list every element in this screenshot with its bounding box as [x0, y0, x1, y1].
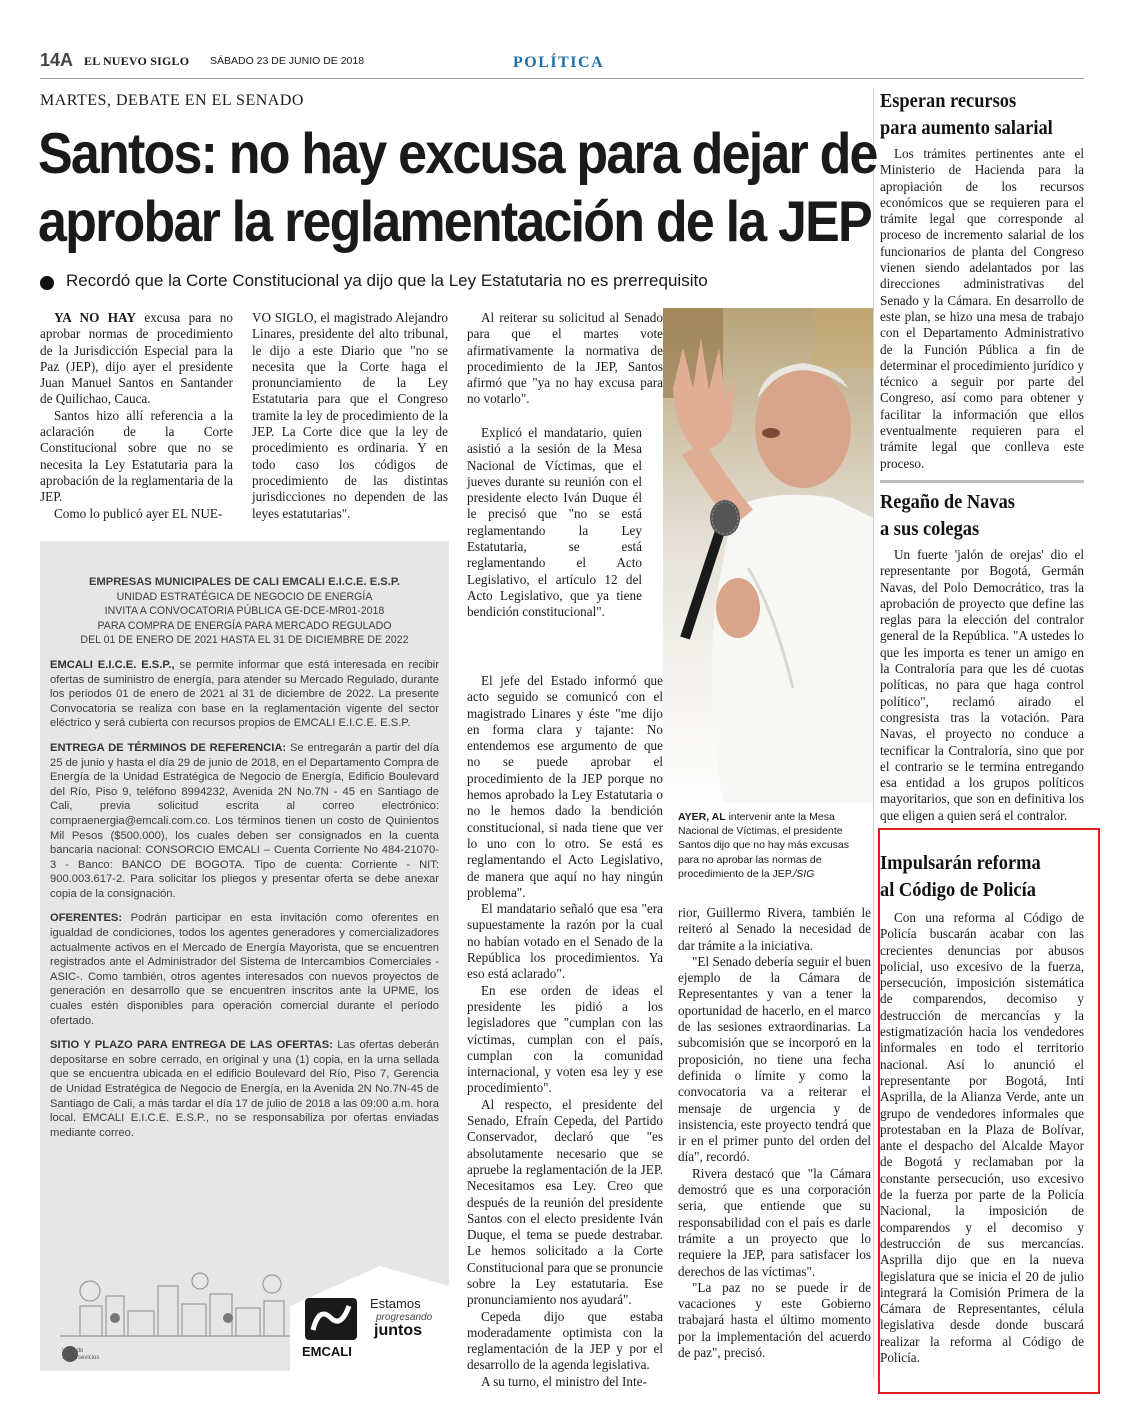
- ad-heading: [50, 575, 439, 648]
- sidebar-title-line: Impulsarán reforma: [880, 851, 1041, 874]
- sidebar-title-line: Esperan recursos: [880, 90, 1017, 112]
- column-divider: [873, 88, 874, 1378]
- paragraph: El jefe del Estado informó que acto seguido se comunicó con el magistrado Linares y éste "me dijo en forma clara y tajante: No entendemos ese argumento de que no se puede aprobar el procedimiento de la JEP porque no hemos aprobado la Ley Estatutaria o no le hemos dado la bendición constitucional, si nada tiene que ver lo uno con lo otro. Se está es reglamentando el Acto Legislativo, de manera que aquí no hay ningún problema".: [467, 673, 663, 900]
- paragraph: A su turno, el ministro del Inte-: [481, 1373, 647, 1389]
- article-column-1: [40, 310, 233, 522]
- article-subhead: Recordó que la Corte Constitucional ya dijo que la Ley Estatutaria no es prerrequisito: [66, 271, 708, 290]
- ad-content: [50, 575, 439, 1140]
- paragraph: Cepeda dijo que estaba moderadamente optimista con la reglamentación de la JEP y por el desarrollo de la agenda legislativa.: [467, 1308, 663, 1373]
- ad-subtitle: UNIDAD ESTRATÉGICA DE NEGOCIO DE ENERGÍA: [116, 590, 373, 603]
- paragraph: Como lo publicó ayer EL NUE-: [54, 505, 223, 521]
- sidebar-title-line: al Código de Policía: [880, 878, 1036, 901]
- paragraph: Al respecto, el presidente del Senado, Efraín Cepeda, del Partido Conservador, declaró que "es absolutamente necesario que se apruebe la reglamentación de la JEP. Necesitamos esa Ley. Creo que después de la reunión del presidente Santos con el electo presidente Iván Duque, el tema se puede destrabar. Le hemos solicitado a la Corte Constitucional para que se pronuncie sobre la Ley estatutaria. Ese pronunciamiento nos ayudará".: [467, 1096, 663, 1308]
- ad-paragraph-text: Las ofertas deberán depositarse en sobre cerrado, en original y una (1) copia, en la urna sellada que se encuentra ubicada en el edificio Boulevard del Río, Piso 7, Gerencia de Unidad Estratégica de Negocio de Energía, en la Avenida 2N No.7N-45 de Santiago de Cali, a más tardar el día 17 de julio de 2018 a las 09:00 a.m. hora local. EMCALI E.I.C.E. E.S.P., no se responsabiliza por ofertas enviadas mediante correo.: [50, 1039, 440, 1139]
- paragraph: Rivera destacó que "la Cámara demostró que es una corporación seria, que entiende que su responsabilidad con el país es darle trámite a un proyecto que lo requiere la JEP, para satisfacer los derechos de las víctimas".: [678, 1165, 871, 1279]
- issue-date: SÁBADO 23 DE JUNIO DE 2018: [210, 55, 365, 67]
- slogan-line-3: juntos: [374, 1322, 422, 1339]
- ad-subtitle: INVITA A CONVOCATORIA PÚBLICA GE-DCE-MR01-2018: [104, 605, 385, 618]
- ad-paragraph-lead: EMCALI E.I.C.E. E.S.P.,: [50, 658, 175, 671]
- article-column-3-top: [467, 310, 663, 408]
- ad-paragraph-lead: OFERENTES:: [50, 912, 123, 925]
- paragraph: VO SIGLO, el magistrado Alejandro Linares, presidente del alto tribunal, le dijo a este Diario que "no se necesita que la Corte haga el pronunciamiento de la Ley Estatutaria para que el Congreso tramite la ley de procedimiento de la JEP. La Corte dice que la ley de procedimiento es ordinaria. Y en todo caso los códigos de procedimiento de las distintas jurisdicciones no dependen de las leyes estatutarias".: [252, 310, 448, 521]
- lead-in: YA NO HAY: [54, 310, 136, 325]
- ad-subtitle: PARA COMPRA DE ENERGÍA PARA MERCADO REGULADO: [97, 619, 392, 632]
- slogan-line-2: progresando: [376, 1312, 433, 1323]
- paragraph: Al reiterar su solicitud al Senado para que el martes vote afirmativamente la normativa de procedimiento de la JEP, Santos afirmó que "ya no hay excusa para no votarlo".: [467, 310, 663, 407]
- article-kicker: MARTES, DEBATE EN EL SENADO: [40, 92, 304, 109]
- section-name: POLÍTICA: [513, 54, 605, 71]
- paragraph: En ese orden de ideas el presidente les pidió a los legisladores que "cumplan con las víctimas, cumplan con el país, cumplan con la comunidad internacional, y voten esa ley y ese procedimiento".: [467, 982, 663, 1096]
- slogan-line-1: Estamos: [370, 1296, 421, 1311]
- bullet-icon: [40, 276, 54, 290]
- sidebar-title: [880, 489, 1068, 543]
- ad-paragraph-text: se permite informar que está interesada en recibir ofertas de suministro de energía, para atender su Mercado Regulado, durante los periodos 01 de enero de 2021 al 31 de diciembre de 2022. La presente Convocatoria se realiza con base en la reglamentación vigente del sector eléctrico y será cubierta con recursos propios de EMCALI E.I.C.E. E.S.P.: [50, 658, 439, 730]
- caption-lead: AYER, AL: [678, 811, 726, 823]
- article-headline: [38, 120, 878, 256]
- paragraph: rior, Guillermo Rivera, también le reiteró al Senado la necesidad de dar trámite a la iniciativa.: [678, 905, 871, 953]
- sidebar-divider: [880, 480, 1084, 483]
- sidebar-body: Con una reforma al Código de Policía buscarán acabar con las crecientes denuncias por abusos policial, uso excesivo de la fuerza, persecución, imposición sistemática de comparendos, decomiso y destrucción de mercancías y la estigmatización hacia los vendedores informales en todo el territorio nacional. Así lo anunció el representante por Bogotá, Inti Asprilla, de la Alianza Verde, ante un grupo de vendedores informales que protestaban en la Plaza de Bolívar, ante el despacho del Alcalde Mayor de Bogotá y reclamaban por la constante persecución, uso excesivo de la fuerza por parte de la Policía Nacional, la imposición de comparendos y el decomiso y destrucción de sus mercancías. Asprilla dijo que en la nueva legislatura que se inicia el 20 de julio integrará la Comisión Primera de la Cámara de Representantes, célula legislativa desde donde buscará realizar la reforma al Código de Policía.: [880, 909, 1084, 1365]
- paragraph: "El Senado debería seguir el buen ejemplo de la Cámara de Representantes y van a tener la oportunidad de hacerlo, en el marco de las sesiones extraordinarias. La subcomisión que se incorporó en la proposición, no tiene una fecha definida o límite y como la convocatoria va a reiterar el mensaje de urgencia y de insistencia, este proyecto tendrá que ir en el primer punto del orden del día", recordó.: [678, 953, 871, 1165]
- ad-paragraph: [50, 1038, 439, 1140]
- ad-paragraph: [50, 741, 439, 902]
- headline-line-2: aprobar la reglamentación de la JEP: [38, 190, 871, 255]
- sidebar-title: [880, 88, 1068, 142]
- ad-paragraph: [50, 911, 439, 1028]
- ad-paragraph: [50, 658, 439, 731]
- sidebar-title-line: a sus colegas: [880, 517, 980, 540]
- ad-paragraph-text: Podrán participar en esta invitación como oferentes en igualdad de condiciones, todos los agentes generadores y comercializadores actualmente activos en el Mercado de Energía Mayorista, que se encuentren registrados ante el Administrador del Sistema de Intercambios Comerciales -ASIC-. Como también, otros agentes interesados con nuevos proyectos de generación en desarrollo que se encuentren inscritos ante la UPME, los cuales estén disponibles para operación comercial durante el período ofertado.: [50, 912, 439, 1027]
- article-photo: [663, 308, 873, 803]
- headline-line-1: Santos: no hay excusa para dejar de: [38, 122, 877, 186]
- sidebar-title-line: para aumento salarial: [880, 117, 1053, 139]
- sidebar-title-line: Regaño de Navas: [880, 490, 1015, 513]
- paragraph: Santos hizo allí referencia a la aclaración de la Corte Constitucional sobre que no se necesita la Ley Estatutaria para la aprobación de la reglamentaria de la JEP.: [40, 407, 233, 505]
- ad-title: EMPRESAS MUNICIPALES DE CALI EMCALI E.I.C.E. E.S.P.: [88, 576, 400, 588]
- ad-paragraph-text: Se entregarán a partir del día 25 de junio y hasta el día 29 de junio de 2018, en el Departamento Compra de Energía de la Unidad Estratégica de Negocio de Energía, Edificio Boulevard del Río, Piso 9, teléfono 8994232, Avenida 2N No.7N - 45 en Santiago de Cali, previa solicitud escrita al correo electrónico: compraenergia@emcali.com.co. Los términos tienen un costo de Quinientos Mil Pesos ($500.000), los cuales deben ser consignados en la cuenta bancaria nacional: CONSORCIO EMCALI – Cuenta Corriente No 484-21070-3 - Banco: BANCO DE BOGOTA. Tipo de cuenta: Corriente - NIT: 900.003.617-2. Para solicitar los pliegos y presentar oferta se debe anexar copia de la consignación.: [50, 741, 440, 900]
- ad-footer: [40, 1266, 449, 1371]
- sidebar-body: Un fuerte 'jalón de orejas' dio el representante por Bogotá, Germán Navas, del Polo Democrático, tras la aprobación de proyecto que define las reglas para la elección del contralor general de la República. "A ustedes lo que les importa es tener un amigo en la Contraloría para que les dé cuotas políticas, no para que haga control político", reclamó airado el congresista tras la votación. Para Navas, el proyecto no conduce a tecnificar la Contraloría, sino que por el contrario se le termina entregando esa entidad a los grupos políticos mayoritarios, que son en definitiva los que eligen a quien será el contralor.: [880, 546, 1084, 823]
- ad-paragraph-lead: SITIO Y PLAZO PARA ENTREGA DE LAS OFERTAS:: [50, 1039, 333, 1052]
- sidebar-body: Los trámites pertinentes ante el Ministerio de Hacienda para la apropiación de los recursos económicos que se requieren para el trámite legal que corresponde al proceso de incremento salarial de los funcionarios de planta del Congreso vienen siendo adelantados por las direcciones administrativas del Senado y la Cámara. En desarrollo de este plan, se hizo una mesa de trabajo con el Departamento Administrativo de la Función Pública a fin de determinar el procedimiento jurídico y técnico a seguir por parte del Congreso, así como para obtener y facilitar la información que ellos eventualmente requieren para el trámite legal que conlleva este proceso.: [880, 146, 1084, 471]
- article-column-3-middle: [467, 425, 642, 621]
- article-column-3-bottom: [467, 673, 663, 1390]
- page-header: [40, 50, 1084, 79]
- advertisement: [40, 541, 449, 1371]
- ad-paragraph-lead: ENTREGA DE TÉRMINOS DE REFERENCIA:: [50, 741, 287, 754]
- article-column-4: [678, 905, 871, 1361]
- newspaper-name: EL NUEVO SIGLO: [84, 54, 190, 68]
- paragraph: "La paz no se puede ir de vacaciones y este Gobierno trabajará hasta el último momento por la implementación del acuerdo de paz", precisó.: [678, 1279, 871, 1361]
- emcali-logo: EMCALI: [302, 1344, 352, 1359]
- photo-illustration: [663, 308, 873, 803]
- paragraph: Explicó el mandatario, quien asistió a la sesión de la Mesa Nacional de Víctimas, que el jueves durante su reunión con el presidente electo Iván Duque él le precisó que "no se está reglamentando la Ley Estatutaria, se está reglamentando el Acto Legislativo, el artículo 12 del Acto Legislativo, que ya tiene bendición constitucional".: [467, 425, 642, 620]
- vigilado-label: Vigilado Supersevicios: [62, 1348, 100, 1361]
- caption-text: intervenir ante la Mesa Nacional de Víctimas, el presidente Santos dijo que no hay más excusas para no aprobar las normas de procedimiento de la JEP.: [678, 811, 850, 880]
- paragraph: excusa para no aprobar normas de procedimiento de la Jurisdicción Especial para la Paz (JEP), dijo ayer el presidente Juan Manuel Santos en Santander de Quilichao, Cauca.: [40, 310, 233, 407]
- photo-caption: [678, 810, 868, 881]
- highlight-box: [878, 828, 1100, 1394]
- photo-credit: /SIG: [793, 867, 815, 880]
- ad-subtitle: DEL 01 DE ENERO DE 2021 HASTA EL 31 DE DICIEMBRE DE 2022: [80, 634, 409, 647]
- paragraph: El mandatario señaló que esa "era supuestamente la razón por la cual no habían votado en el Senado de la República los procedimientos. Ya eso está aclarado".: [467, 901, 663, 982]
- article-column-2: [252, 310, 448, 522]
- page-number: 14A: [40, 50, 74, 70]
